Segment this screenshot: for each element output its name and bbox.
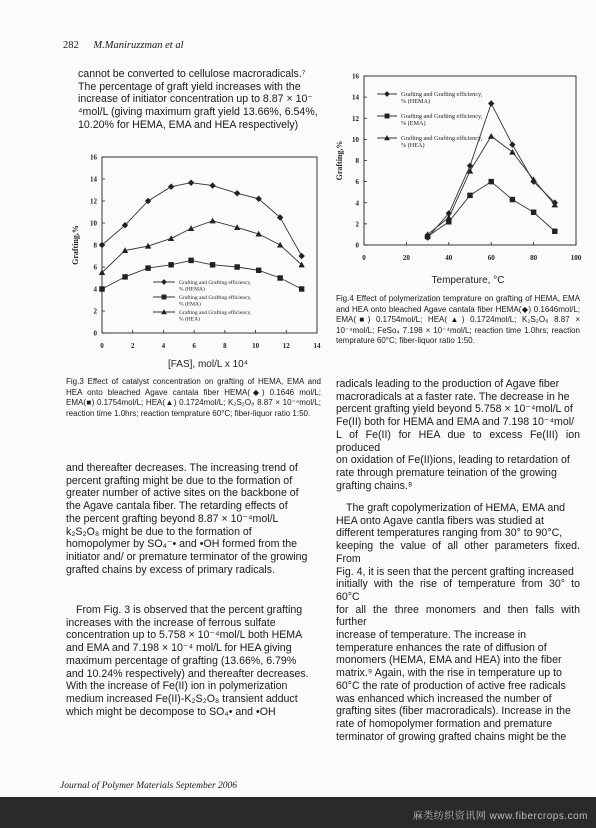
text-line: With the increase of Fe(II) ion in polymerization [66,680,288,693]
data-point-square [122,274,127,279]
legend-label: Grafting and Grafting efficiency, % (HEMA) [401,91,483,106]
data-point-square [188,258,193,263]
y-tick-label: 4 [93,285,97,294]
text-line: increase of temperature. The increase in [336,629,527,642]
y-tick-label: 12 [90,197,97,206]
y-tick-label: 4 [355,199,359,208]
text-line: percent grafting might be due to the formation of [66,474,293,487]
data-point-square [256,268,261,273]
y-axis-label: Grafting,% [71,225,80,265]
text-line: medium increased Fe(II)-K₂S₂O₈ transient adduct [66,692,298,705]
journal-footer: Journal of Polymer Materials September 2006 [60,781,238,791]
y-tick-label: 14 [90,175,97,184]
y-tick-label: 8 [93,241,97,250]
text-line: which might be decompose to SO₄• and •OH [66,705,276,718]
text-line: terminator of growing grafted chains might be the [336,730,567,743]
y-tick-label: 6 [355,178,359,187]
data-point-square [531,210,536,215]
legend-label: Grafting and Grafting efficiency, % (HEA) [401,135,483,150]
x-tick-label: 0 [100,342,104,350]
text-line: on oxidation of Fe(II)ions, leading to retardation of [336,454,570,467]
y-tick-label: 12 [352,114,359,123]
text-line: Fe(II) both for HEMA and EMA and 7.198 10⁻⁴mol/ [336,416,575,429]
text-line: matrix.⁹ Again, with the rise in temperature up to [336,667,562,680]
y-tick-label: 14 [352,93,359,102]
data-point-triangle [209,218,215,224]
text-line: the percent grafting beyond 8.87 × 10⁻⁴mol/L [66,512,279,525]
x-tick-label: 12 [282,342,290,350]
legend-label: Grafting and Grafting efficiency, % (HEA) [179,310,252,323]
x-tick-label: 20 [402,254,410,262]
text-line: different temperatures ranging from 30° to 90°C, [336,527,563,540]
data-point-square [299,286,304,291]
text-block-right-low [336,502,580,743]
data-point-diamond [168,184,174,190]
series-line [428,182,555,237]
text-line: maximum percentage of grafting (13.66%, 6.79% [66,654,297,667]
y-tick-label: 16 [352,72,359,81]
x-tick-label: 14 [313,342,321,350]
data-point-triangle [488,133,494,139]
data-point-triangle [188,225,194,231]
y-tick-label: 10 [90,219,97,228]
data-point-diamond [234,190,240,196]
text-line: L of Fe(II) for HEA due to excess Fe(III) ion produced [336,428,580,454]
data-point-square [277,275,282,280]
text-line: 10.20% for HEMA, EMA and HEA respectively) [78,118,299,131]
y-tick-label: 16 [90,153,97,162]
x-tick-label: 2 [130,342,135,350]
data-point-triangle [168,235,174,241]
data-point-square [488,179,493,184]
text-line: percent grafting yield beyond 5.758 × 10⁻⁴mol/L of [336,403,573,416]
x-tick-label: 80 [530,254,538,262]
text-line: From Fig. 3 is observed that the percent grafting [76,604,303,616]
text-line: homopolymer by SO₄⁻• and •OH formed from the [66,538,298,551]
data-point-square [168,262,173,267]
y-tick-label: 6 [93,263,97,272]
y-tick-label: 8 [355,157,359,165]
text-line: grafted chains by excess of primary radicals. [66,563,276,576]
data-point-square [145,265,150,270]
text-block-left-low [66,604,322,718]
data-point-diamond [188,180,194,186]
text-line: initiator and/ or premature terminator of the growing [66,550,308,563]
text-line: increases with the increase of ferrous sulfate [66,616,276,629]
text-line: The graft copolymerization of HEMA, EMA and [346,502,566,514]
series-line [102,221,302,273]
text-line: temperature enhances the rate of diffusion of [336,641,547,654]
text-line: increase of initiator concentration up to 8.87 × 10⁻ [78,93,313,106]
text-line: cannot be converted to cellulose macroradicals.⁷ [78,68,306,80]
text-line: concentration up to 5.758 × 10⁻⁴mol/L both HEMA [66,629,303,642]
data-point-square [234,264,239,269]
x-tick-label: 4 [161,342,166,350]
x-tick-label: 10 [252,342,260,350]
data-point-square [385,114,390,119]
text-line: and EMA and 7.198 × 10⁻⁴ mol/L for HEA giving [66,642,292,655]
text-line: ⁴mol/L (giving maximum graft yield 13.66%, 6.54%, [78,106,318,119]
series-line [428,103,555,237]
text-line: was enhanced which increased the number of [336,692,552,705]
text-line: grafting chains.⁸ [336,479,413,492]
running-authors: M.Maniruzzman et al [93,40,184,51]
text-line: and thereafter decreases. The increasing trend of [66,462,298,474]
data-point-diamond [161,279,167,285]
text-line: grafting sites (fiber macroradicals). Increase in the [336,705,571,718]
running-header [63,40,184,51]
text-line: Fig. 4, it is seen that the percent grafting increased [336,565,574,578]
data-point-square [510,197,515,202]
text-line: initially with the rise of temperature from 30° to 60°C [336,578,580,603]
text-line: for all the three monomers and then falls with further [336,603,580,629]
plot-frame [102,157,317,333]
fig4-caption: Fig.4 Effect of polymerization temprature on grafting of HEMA, EMA and HEA onto bleached Agave cantala fiber HEMA(◆) 0.1646mol/L; EMA(■) 0.1754mol/L; HEA(▲) 0.1724mol/L; K₂S₂O₈ 8.87 × 10⁻⁴mol/L; FeSo₄ 7.198 × 10⁻⁴mol/L; reaction time 1.0hrs; reaction temprature 60°C; fiber-liquor ratio 1:50. [336,294,580,345]
legend-label: Grafting and Grafting efficiency, % (HEMA) [179,280,252,293]
text-block-right-mid [336,378,580,492]
y-tick-label: 2 [93,307,97,316]
fig3-chart [66,145,328,370]
x-axis-label: [FAS], mol/L x 10⁴ [167,359,249,370]
data-point-square [99,286,104,291]
text-line: radicals leading to the production of Agave fiber [336,378,560,390]
text-line: HEA onto Agave cantla fibers was studied at [336,514,544,527]
x-tick-label: 8 [223,342,227,350]
x-tick-label: 0 [362,254,366,262]
fig4-chart [333,66,588,288]
data-point-diamond [209,182,215,188]
x-tick-label: 100 [570,254,582,262]
y-tick-label: 0 [355,241,359,250]
data-point-square [210,262,215,267]
text-line: and 10.24% respectively) and thereafter decreases. [66,667,309,680]
text-line: 60°C the rate of production of active free radicals [336,679,566,692]
y-tick-label: 0 [93,329,97,338]
fig3-caption: Fig.3 Effect of catalyst concentration on grafting of HEMA, EMA and HEA onto bleached Agave cantala fiber HEMA(◆) 0.1646 mol/L; EMA(■) 0.1754mol/L; HEA(▲) 0.1724mol/L; K₂S₂O₈ 8.87 × 10⁻⁴mol/L; reaction time 1.0hrs; reaction temprature 60°C; fiber-liquor ratio 1:50. [66,377,321,418]
legend-label: Grafting and Grafting efficiency, % (EMA) [179,295,252,308]
text-line: The percentage of graft yield increases with the [78,80,301,93]
watermark: 麻类纺织资讯网 www.fibercrops.com [412,811,588,822]
text-block-top [78,68,326,132]
data-point-triangle [509,149,515,155]
x-tick-label: 6 [192,342,196,350]
y-tick-label: 10 [352,135,359,144]
data-point-diamond [509,141,515,147]
series-line [102,183,302,256]
y-axis-label: Grafting,% [335,140,344,181]
x-tick-label: 60 [487,254,495,262]
data-point-square [467,193,472,198]
plot-frame [364,76,576,245]
text-line: monomers (HEMA, EMA and HEA) into the fiber [336,654,562,667]
text-line: macroradicals at a faster rate. The decrease in he [336,390,570,403]
data-point-diamond [488,100,494,106]
data-point-diamond [298,253,304,259]
y-tick-label: 2 [355,220,359,229]
legend-label: Grafting and Grafting efficiency, % (EMA) [401,113,483,128]
text-block-left-mid [66,462,322,576]
data-point-square [552,229,557,234]
data-point-triangle [277,242,283,248]
text-line: greater number of active sites on the backbone of [66,487,299,500]
x-tick-label: 40 [445,254,453,262]
data-point-square [162,295,167,300]
text-line: rate of homopolymer formation and premature [336,717,553,730]
x-axis-label: Temperature, °C [431,275,505,286]
page-number: 282 [63,40,79,51]
text-line: k₂S₂O₈ might be due to the formation of [66,525,252,538]
text-line: keeping the value of all other parameters fixed. From [336,540,580,565]
text-line: the Agave cantala fiber. The retarding effects of [66,500,288,513]
text-line: rate through premature teination of the growing [336,466,557,479]
data-point-diamond [384,91,390,97]
